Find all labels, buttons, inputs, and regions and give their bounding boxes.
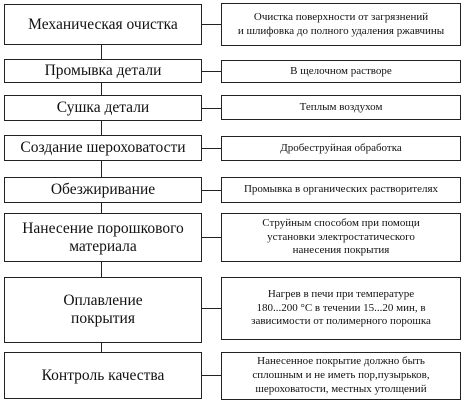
link-6 — [202, 237, 221, 238]
step-title: Контроль качества — [41, 366, 165, 384]
connector-6-7 — [101, 262, 102, 277]
step-title: Нанесение порошкового материала — [22, 219, 184, 255]
link-3 — [202, 108, 221, 109]
step-title: Обезжиривание — [50, 181, 156, 199]
step-title: Промывка детали — [44, 62, 162, 80]
link-8 — [202, 375, 221, 376]
connector-3-4 — [101, 121, 102, 135]
step-box-coating-melting — [4, 277, 202, 343]
detail-box-drying — [221, 95, 461, 120]
connector-7-8 — [101, 343, 102, 352]
link-7 — [202, 308, 221, 309]
detail-box-coating-melting — [221, 277, 461, 340]
detail-box-washing — [221, 60, 461, 83]
link-4 — [202, 148, 221, 149]
link-1 — [202, 24, 221, 25]
detail-box-powder-application — [221, 213, 461, 262]
link-2 — [202, 71, 221, 72]
detail-box-roughening — [221, 136, 461, 161]
step-detail: Нагрев в печи при температуре 180...200 °С в течении 15...20 мин, в зависимости от полимерного порошка — [251, 287, 431, 328]
detail-box-degreasing — [221, 177, 461, 203]
connector-4-5 — [101, 161, 102, 177]
step-detail: Нанесенное покрытие должно быть сплошным и не иметь пор,пузырьков, шероховатости, местных утолщений — [252, 355, 430, 395]
connector-2-3 — [101, 83, 102, 95]
connector-1-2 — [101, 45, 102, 59]
connector-5-6 — [101, 203, 102, 213]
link-5 — [202, 190, 221, 191]
step-title: Оплавление покрытия — [63, 292, 143, 327]
step-detail: Очистка поверхности от загрязнений и шлифовка до полного удаления ржавчины — [237, 10, 445, 37]
step-detail: Струйным способом при помощи установки электростатического нанесения покрытия — [262, 216, 420, 257]
step-box-drying — [4, 95, 202, 121]
step-detail: В щелочном растворе — [290, 64, 392, 77]
step-box-washing — [4, 59, 202, 83]
step-detail: Теплым воздухом — [299, 100, 383, 113]
detail-box-mechanical-cleaning — [221, 3, 461, 46]
step-box-roughening — [4, 135, 202, 161]
step-title: Сушка детали — [56, 99, 150, 117]
step-box-powder-application — [4, 213, 202, 262]
step-title: Механическая очистка — [28, 15, 178, 33]
step-box-quality-control — [4, 352, 202, 399]
step-detail: Промывка в органических растворителях — [243, 183, 439, 196]
detail-box-quality-control — [221, 352, 461, 400]
step-box-degreasing — [4, 177, 202, 203]
step-title: Создание шероховатости — [20, 139, 186, 157]
step-detail: Дробеструйная обработка — [280, 141, 402, 154]
step-box-mechanical-cleaning — [4, 4, 202, 45]
